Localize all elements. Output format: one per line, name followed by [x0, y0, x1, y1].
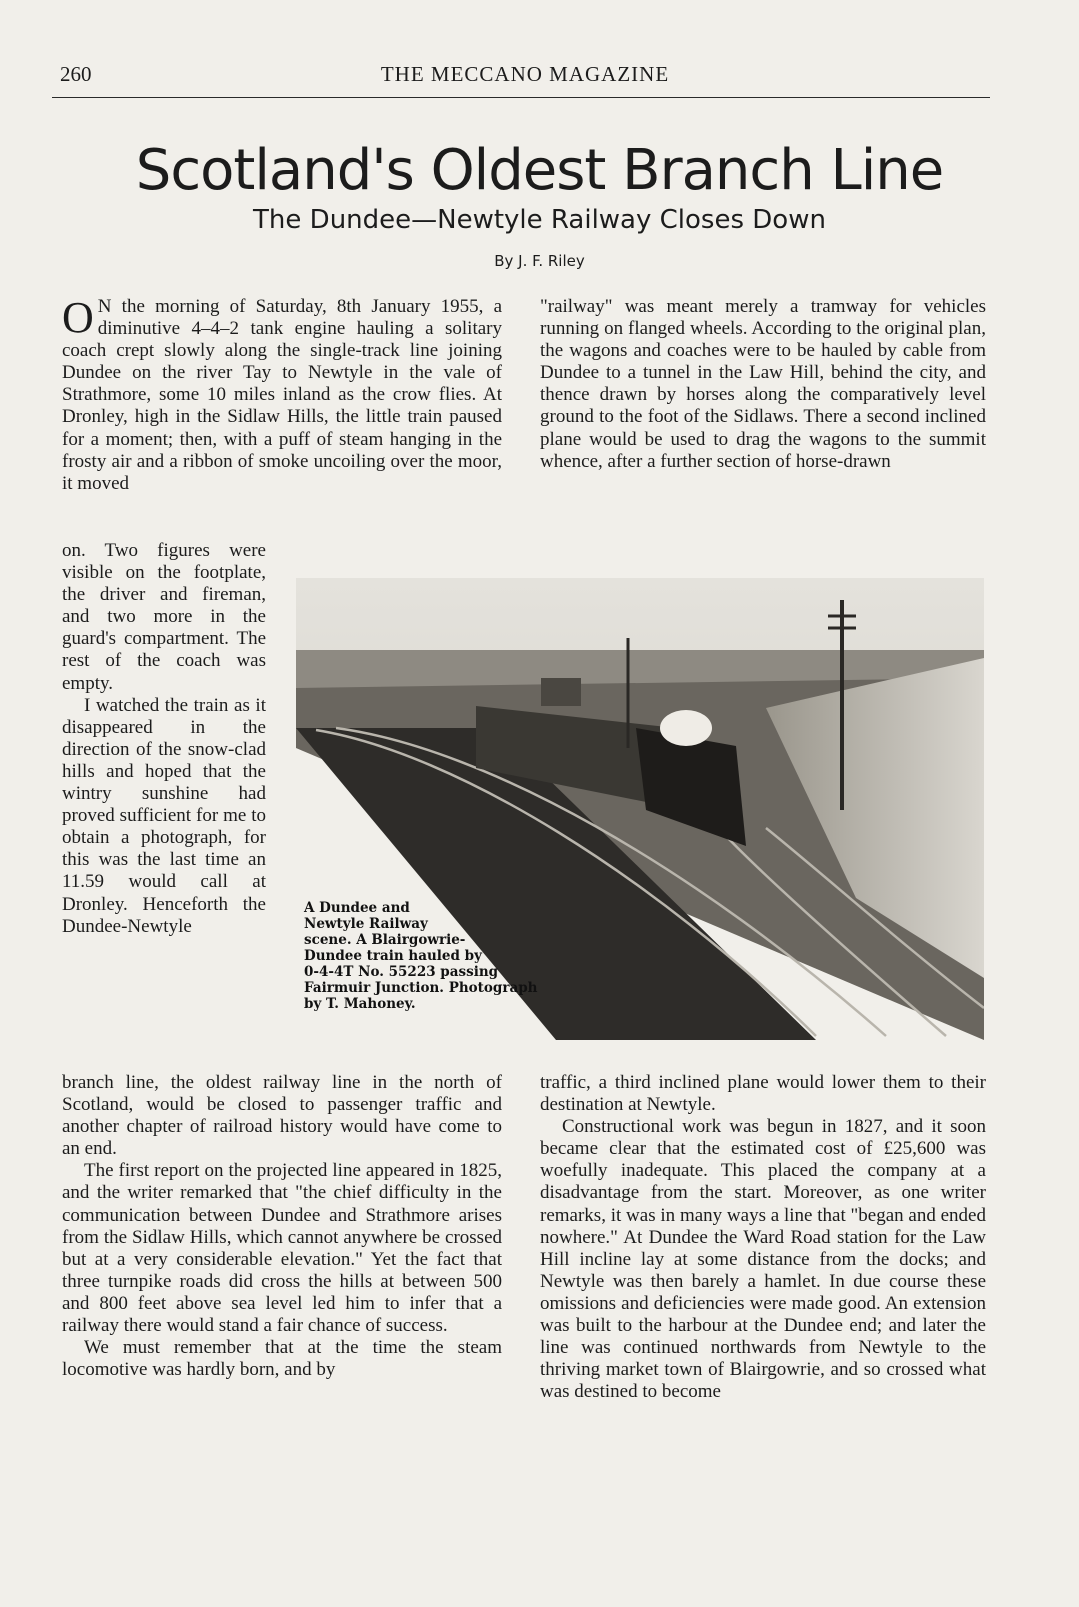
photo-caption: [304, 900, 584, 1012]
column-left-top: [62, 293, 502, 495]
page-number: 260: [60, 62, 92, 86]
paragraph: I watched the train as it disappeared in the direction of the snow-clad hills and hoped that the wintry sunshine had proved sufficient for me to obtain a photograph, for this was the last time an 11.59 would call at Dronley. Henceforth the Dundee-Newtyle: [62, 694, 266, 937]
paragraph-continued: on. Two figures were visible on the footplate, the driver and fireman, and two more in the guard's compartment. The rest of the coach was empty.: [62, 540, 266, 694]
paragraph-continued: "railway" was meant merely a tramway for vehicles running on flanged wheels. According to the original plan, the wagons and coaches were to be hauled by cable from Dundee to a tunnel in the Law Hill, behind the city, and thence drawn by horses along the comparatively level ground to the foot of the Sidlaws. There a second inclined plane would be used to drag the wagons to the summit whence, after a further section of horse-drawn: [540, 296, 986, 472]
paragraph-opening: [62, 293, 502, 495]
caption-line: Fairmuir Junction. Photograph: [304, 980, 538, 996]
drop-cap: O: [62, 293, 94, 342]
caption-line: A Dundee and: [304, 900, 410, 916]
article-title: Scotland's Oldest Branch Line: [135, 138, 944, 203]
column-left-bottom: [62, 1072, 502, 1381]
paragraph: Constructional work was begun in 1827, and it soon became clear that the estimated cost of £25,600 was woefully inadequate. This placed the company at a disadvantage from the start. Moreover, as one writer remarks, it was in many ways a line that "began and ended nowhere." At Dundee the Ward Road station for the Law Hill incline lay at some distance from the docks; and Newtyle was then barely a hamlet. In due course these omissions and deficiencies were made good. An extension was built to the harbour at the Dundee end; and later the line was continued northwards from Newtyle to the thriving market town of Blairgowrie, and so crossed what was destined to become: [540, 1116, 986, 1403]
caption-line: Dundee train hauled by: [304, 948, 482, 964]
magazine-title: THE MECCANO MAGAZINE: [380, 62, 670, 86]
caption-line: Newtyle Railway: [304, 916, 428, 932]
opening-text: N the morning of Saturday, 8th January 1955, a diminutive 4–4–2 tank engine hauling a solitary coach crept slowly along the single-track line joining Dundee on the river Tay to Newtyle in the vale of Strathmore, some 10 miles inland as the crow flies. At Dronley, high in the Sidlaw Hills, the little train paused for a moment; then, with a puff of steam hanging in the frosty air and a ribbon of smoke uncoiling over the moor, it moved: [62, 296, 502, 494]
paragraph-continued: branch line, the oldest railway line in the north of Scotland, would be closed to passenger traffic and another chapter of railroad history would have come to an end.: [62, 1072, 502, 1160]
caption-line: 0-4-4T No. 55223 passing: [304, 964, 499, 980]
article-byline: By J. F. Riley: [494, 252, 585, 270]
signal-box: [541, 678, 581, 706]
column-right-bottom: [540, 1072, 986, 1403]
article-subtitle: The Dundee—Newtyle Railway Closes Down: [253, 205, 826, 235]
column-right-top: [540, 296, 986, 473]
paragraph: We must remember that at the time the steam locomotive was hardly born, and by: [62, 1337, 502, 1381]
steam-puff: [660, 710, 712, 746]
page-header: [60, 62, 990, 102]
column-left-narrow: [62, 540, 266, 938]
caption-line: scene. A Blairgowrie-: [304, 932, 466, 948]
paragraph: The first report on the projected line appeared in 1825, and the writer remarked that "the chief difficulty in the communication between Dundee and Strathmore arises from the Sidlaw Hills, which cannot anywhere be crossed but at a very considerable elevation." Yet the fact that three turnpike roads did cross the hills at between 500 and 800 feet above sea level led him to infer that a railway there would stand a fair chance of success.: [62, 1160, 502, 1337]
header-rule: [52, 97, 990, 98]
caption-line: by T. Mahoney.: [304, 996, 416, 1012]
paragraph-continued: traffic, a third inclined plane would lower them to their destination at Newtyle.: [540, 1072, 986, 1116]
